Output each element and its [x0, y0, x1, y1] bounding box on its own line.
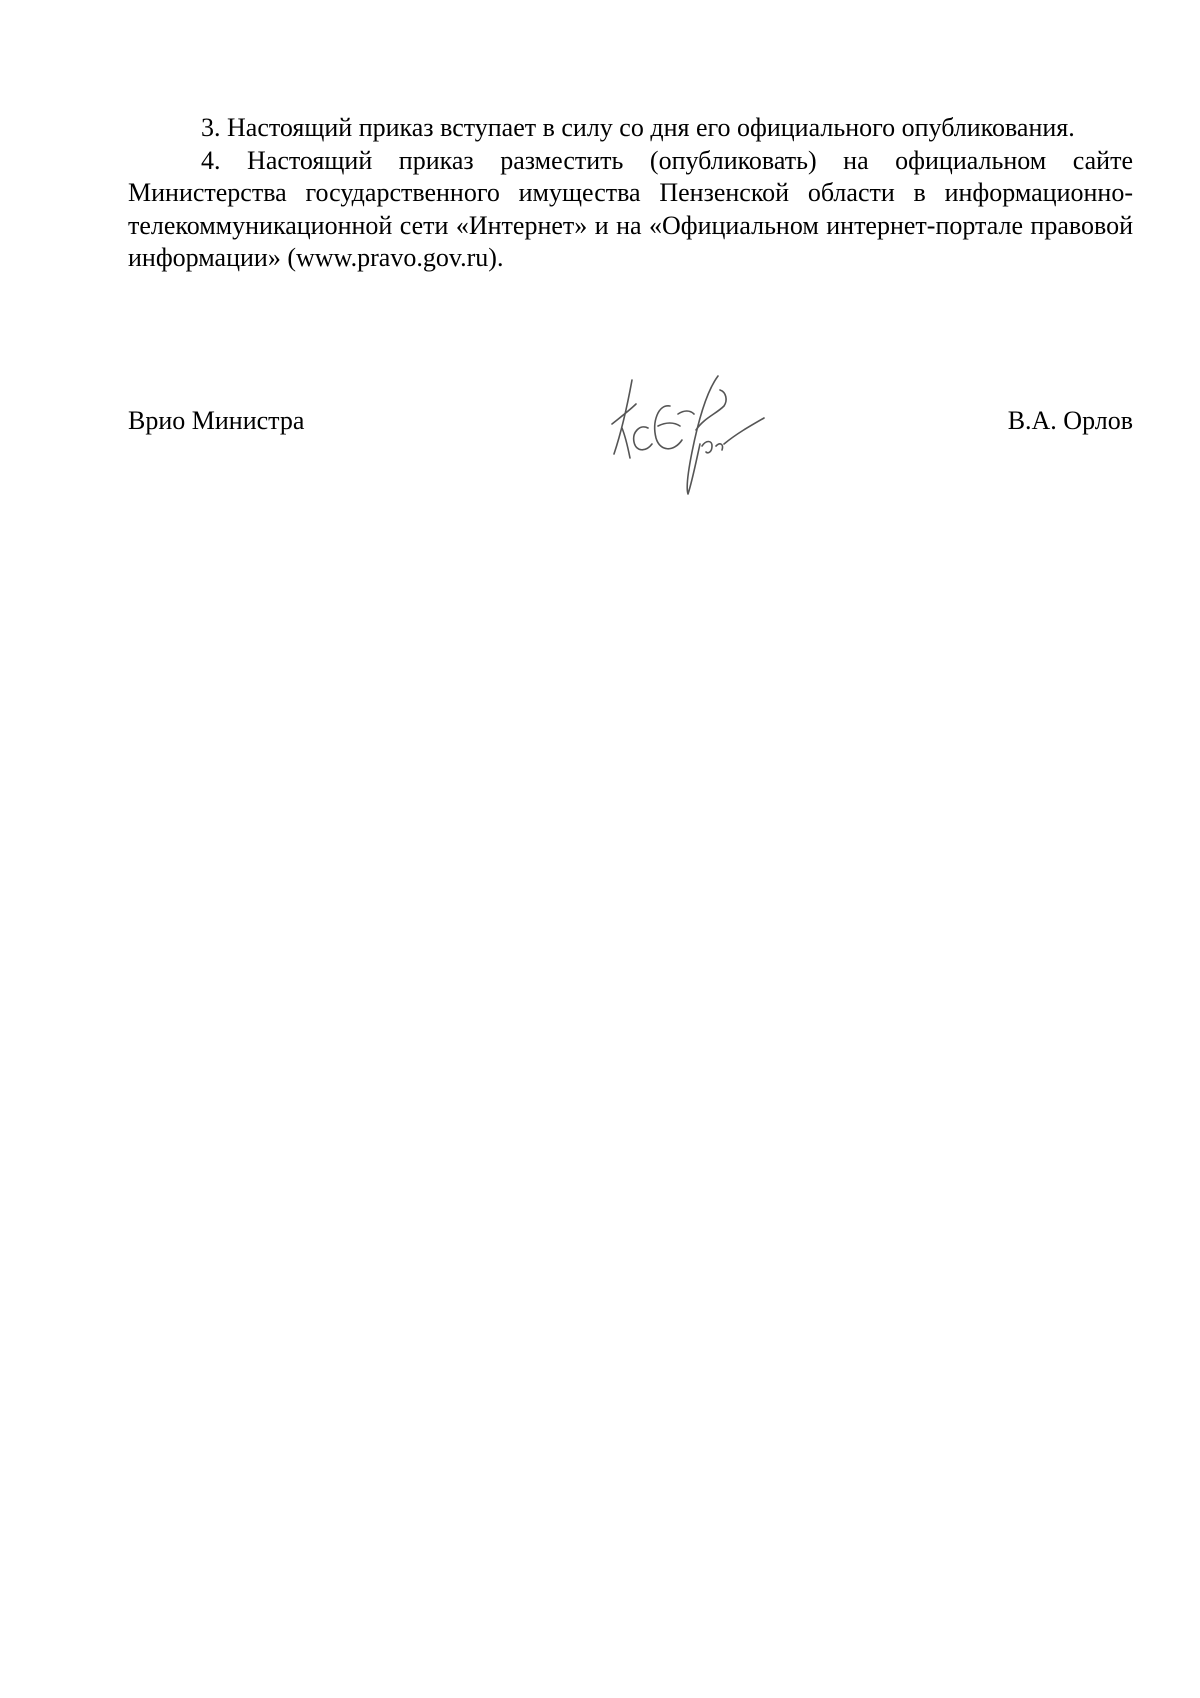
signer-name: В.А. Орлов	[1007, 406, 1133, 435]
paragraph-4: 4. Настоящий приказ разместить (опубликовать) на официальном сайте Министерства государственного имущества Пензенской области в информационно-телекоммуникационной сети «Интернет» и на «Официальном интернет-портале правовой информации» (www.pravo.gov.ru).	[128, 145, 1133, 272]
paragraph-3: 3. Настоящий приказ вступает в силу со дня его официального опубликования.	[201, 113, 1075, 142]
handwritten-signature	[600, 372, 770, 502]
document-body	[128, 112, 1133, 275]
signer-position: Врио Министра	[128, 406, 305, 435]
